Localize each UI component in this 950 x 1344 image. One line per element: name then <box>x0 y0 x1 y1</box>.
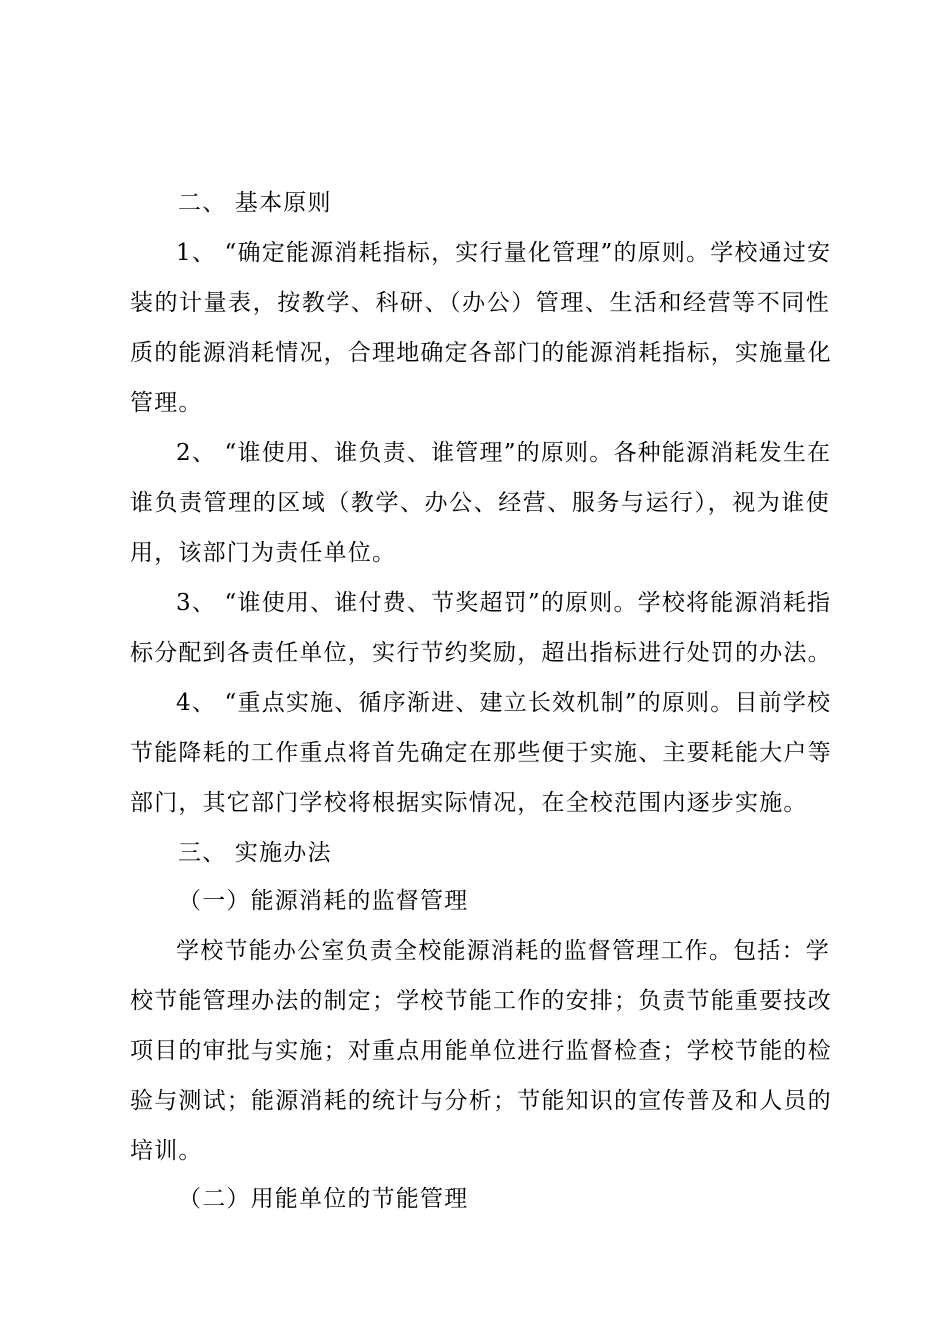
paragraph-line: 学校节能办公室负责全校能源消耗的监督管理工作。包括：学 <box>176 938 830 964</box>
paragraph-line: 用，该部门为责任单位。 <box>130 540 397 566</box>
subsection-heading-supervision: （一）能源消耗的监督管理 <box>178 888 469 914</box>
section-heading-methods: 三、 实施办法 <box>178 840 332 866</box>
subsection-heading-unit-management: （二）用能单位的节能管理 <box>178 1186 469 1212</box>
paragraph-line: 管理。 <box>130 390 203 416</box>
section-heading-principles: 二、 基本原则 <box>178 190 332 216</box>
paragraph-line: 3、 “谁使用、谁付费、节奖超罚”的原则。学校将能源消耗指 <box>176 590 832 616</box>
paragraph-line: 2、 “谁使用、谁负责、谁管理”的原则。各种能源消耗发生在 <box>176 440 832 466</box>
paragraph-line: 校节能管理办法的制定；学校节能工作的安排；负责节能重要技改 <box>130 988 832 1014</box>
paragraph-line: 部门，其它部门学校将根据实际情况，在全校范围内逐步实施。 <box>130 790 808 816</box>
paragraph-line: 谁负责管理的区域（教学、办公、经营、服务与运行），视为谁使 <box>130 490 830 516</box>
paragraph-line: 项目的审批与实施；对重点用能单位进行监督检查；学校节能的检 <box>130 1038 832 1064</box>
paragraph-line: 4、 “重点实施、循序渐进、建立长效机制”的原则。目前学校 <box>176 690 832 716</box>
paragraph-line: 节能降耗的工作重点将首先确定在那些便于实施、主要耗能大户等 <box>130 740 832 766</box>
paragraph-line: 质的能源消耗情况，合理地确定各部门的能源消耗指标，实施量化 <box>130 340 832 366</box>
paragraph-line: 验与测试；能源消耗的统计与分析；节能知识的宣传普及和人员的 <box>130 1088 832 1114</box>
paragraph-line: 装的计量表，按教学、科研、（办公）管理、生活和经营等不同性 <box>130 290 830 316</box>
paragraph-line: 培训。 <box>130 1138 203 1164</box>
paragraph-line: 1、 “确定能源消耗指标，实行量化管理”的原则。学校通过安 <box>176 240 832 266</box>
paragraph-line: 标分配到各责任单位，实行节约奖励，超出指标进行处罚的办法。 <box>130 640 832 666</box>
